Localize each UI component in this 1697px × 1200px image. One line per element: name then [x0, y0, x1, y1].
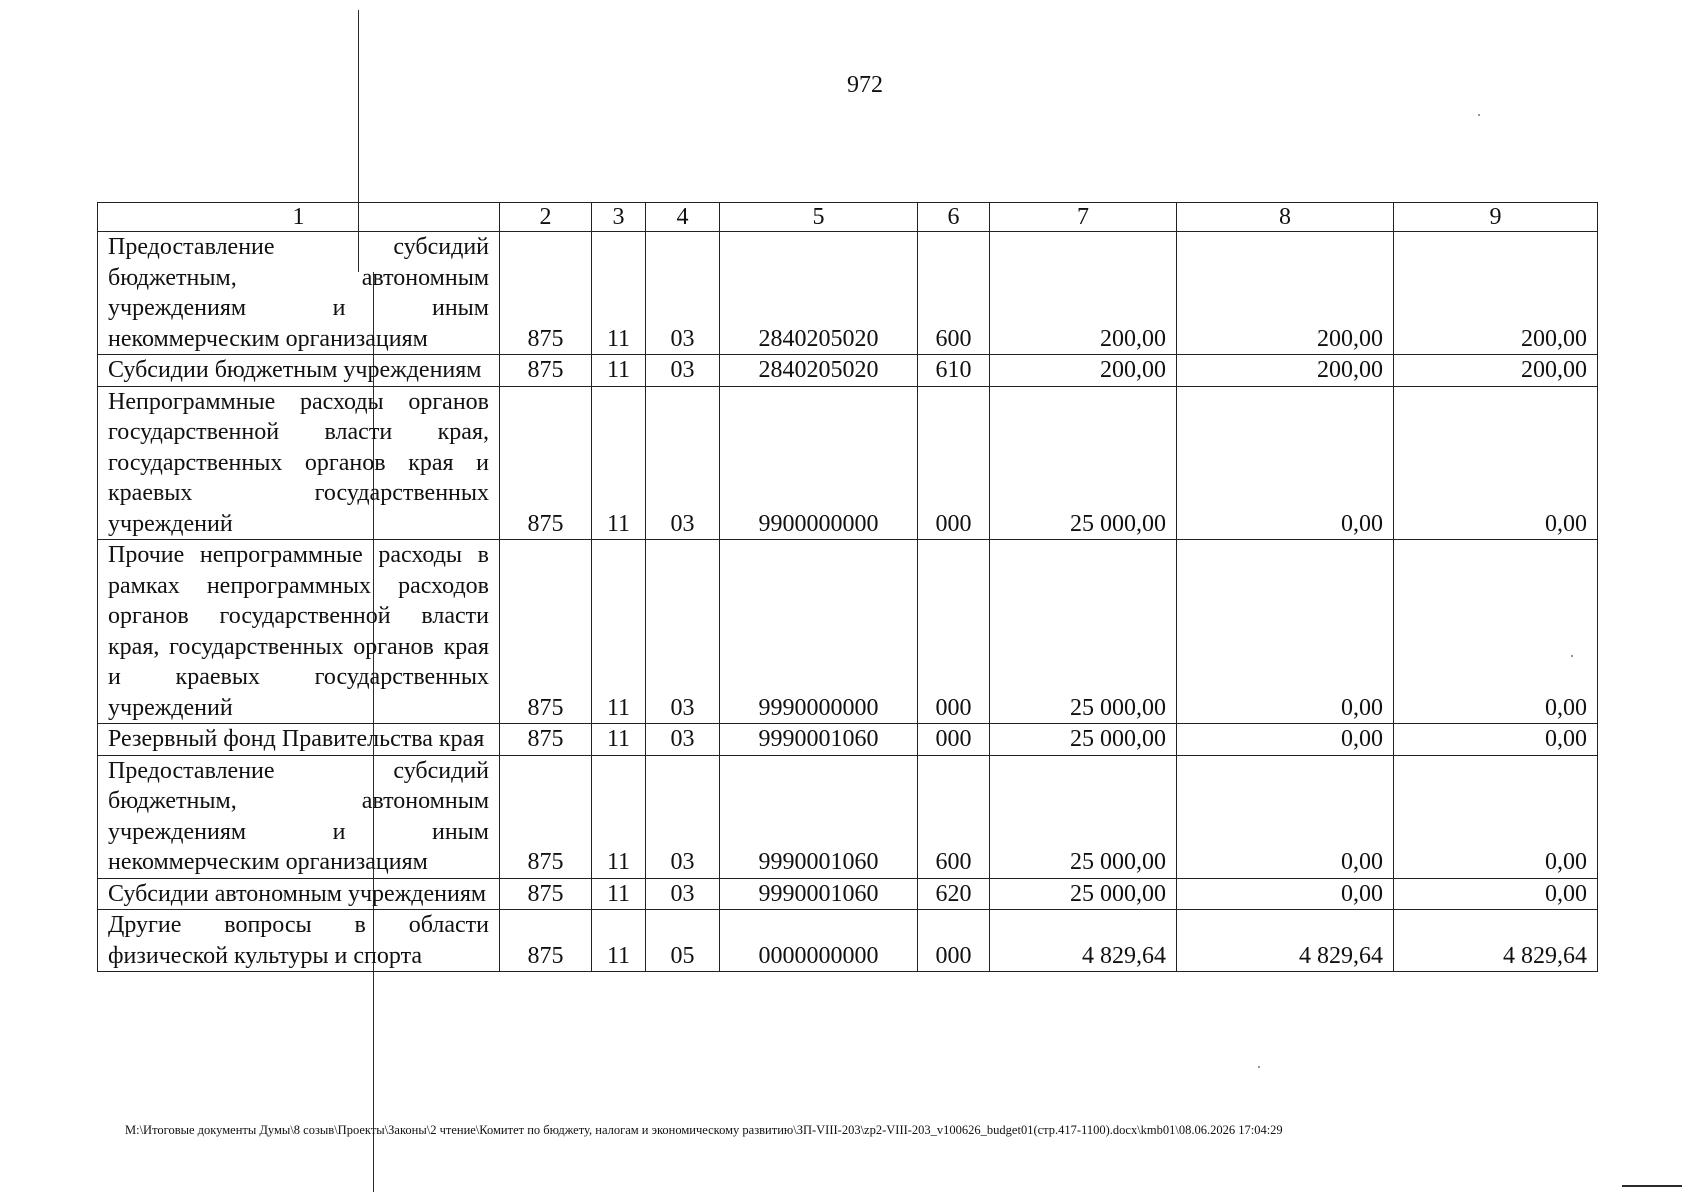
column-header: 8	[1177, 203, 1394, 232]
subsection-cell: 03	[646, 540, 720, 724]
page-number: 972	[847, 72, 883, 98]
amount-year1-cell: 4 829,64	[990, 910, 1177, 972]
amount-year2-cell: 200,00	[1177, 355, 1394, 387]
subsection-cell: 05	[646, 910, 720, 972]
admin-code-cell: 875	[500, 724, 592, 756]
target-article-cell: 2840205020	[720, 355, 918, 387]
row-description-cell: Субсидии автономным учреждениям	[98, 878, 500, 910]
scan-speck	[1478, 114, 1480, 116]
section-cell: 11	[592, 355, 646, 387]
table-row	[98, 540, 1598, 724]
amount-year3-cell: 0,00	[1394, 724, 1598, 756]
column-header: 1	[98, 203, 500, 232]
amount-year2-cell: 0,00	[1177, 724, 1394, 756]
admin-code-cell: 875	[500, 355, 592, 387]
expense-type-cell: 000	[918, 540, 990, 724]
target-article-cell: 9990001060	[720, 724, 918, 756]
amount-year3-cell: 0,00	[1394, 878, 1598, 910]
amount-year2-cell: 0,00	[1177, 386, 1394, 540]
table-row	[98, 355, 1598, 387]
expense-type-cell: 600	[918, 755, 990, 878]
row-description-cell: Предоставление субсидий бюджетным, автономным учреждениям и иным некоммерческим организациям	[98, 755, 500, 878]
amount-year1-cell: 25 000,00	[990, 755, 1177, 878]
target-article-cell: 9990001060	[720, 878, 918, 910]
section-cell: 11	[592, 540, 646, 724]
expense-type-cell: 000	[918, 910, 990, 972]
table-header-row	[98, 203, 1598, 232]
amount-year2-cell: 4 829,64	[1177, 910, 1394, 972]
row-description-cell: Предоставление субсидий бюджетным, автономным учреждениям и иным некоммерческим организациям	[98, 232, 500, 355]
amount-year3-cell: 0,00	[1394, 386, 1598, 540]
section-cell: 11	[592, 386, 646, 540]
table-row	[98, 755, 1598, 878]
amount-year3-cell: 4 829,64	[1394, 910, 1598, 972]
section-cell: 11	[592, 232, 646, 355]
expense-type-cell: 000	[918, 386, 990, 540]
subsection-cell: 03	[646, 232, 720, 355]
amount-year2-cell: 0,00	[1177, 878, 1394, 910]
section-cell: 11	[592, 724, 646, 756]
amount-year3-cell: 200,00	[1394, 355, 1598, 387]
row-description-cell: Непрограммные расходы органов государственной власти края, государственных органов края и краевых государственных учреждений	[98, 386, 500, 540]
section-cell: 11	[592, 910, 646, 972]
admin-code-cell: 875	[500, 755, 592, 878]
admin-code-cell: 875	[500, 910, 592, 972]
admin-code-cell: 875	[500, 540, 592, 724]
amount-year3-cell: 200,00	[1394, 232, 1598, 355]
row-description-cell: Другие вопросы в области физической культуры и спорта	[98, 910, 500, 972]
expense-type-cell: 620	[918, 878, 990, 910]
amount-year1-cell: 25 000,00	[990, 878, 1177, 910]
subsection-cell: 03	[646, 724, 720, 756]
target-article-cell: 9990001060	[720, 755, 918, 878]
expense-type-cell: 000	[918, 724, 990, 756]
table-row	[98, 232, 1598, 355]
amount-year2-cell: 0,00	[1177, 755, 1394, 878]
column-header: 9	[1394, 203, 1598, 232]
target-article-cell: 9900000000	[720, 386, 918, 540]
table-row	[98, 910, 1598, 972]
expense-type-cell: 600	[918, 232, 990, 355]
section-cell: 11	[592, 755, 646, 878]
amount-year2-cell: 0,00	[1177, 540, 1394, 724]
admin-code-cell: 875	[500, 232, 592, 355]
column-header: 7	[990, 203, 1177, 232]
amount-year1-cell: 200,00	[990, 232, 1177, 355]
row-description-cell: Резервный фонд Правительства края	[98, 724, 500, 756]
scan-speck	[1258, 1066, 1260, 1068]
budget-table	[97, 202, 1598, 972]
table-row	[98, 724, 1598, 756]
subsection-cell: 03	[646, 355, 720, 387]
amount-year1-cell: 25 000,00	[990, 724, 1177, 756]
admin-code-cell: 875	[500, 878, 592, 910]
target-article-cell: 9990000000	[720, 540, 918, 724]
column-header: 3	[592, 203, 646, 232]
column-header: 6	[918, 203, 990, 232]
table-row	[98, 386, 1598, 540]
amount-year1-cell: 25 000,00	[990, 386, 1177, 540]
column-header: 4	[646, 203, 720, 232]
amount-year3-cell: 0,00	[1394, 755, 1598, 878]
subsection-cell: 03	[646, 878, 720, 910]
section-cell: 11	[592, 878, 646, 910]
amount-year3-cell: 0,00	[1394, 540, 1598, 724]
amount-year2-cell: 200,00	[1177, 232, 1394, 355]
target-article-cell: 2840205020	[720, 232, 918, 355]
table-row	[98, 878, 1598, 910]
amount-year1-cell: 200,00	[990, 355, 1177, 387]
expense-type-cell: 610	[918, 355, 990, 387]
amount-year1-cell: 25 000,00	[990, 540, 1177, 724]
subsection-cell: 03	[646, 386, 720, 540]
admin-code-cell: 875	[500, 386, 592, 540]
row-description-cell: Субсидии бюджетным учреждениям	[98, 355, 500, 387]
scan-artifact-line	[1622, 1185, 1682, 1187]
column-header: 2	[500, 203, 592, 232]
target-article-cell: 0000000000	[720, 910, 918, 972]
column-header: 5	[720, 203, 918, 232]
subsection-cell: 03	[646, 755, 720, 878]
document-file-path: M:\Итоговые документы Думы\8 созыв\Проекты\Законы\2 чтение\Комитет по бюджету, налогам и экономическому развитию\ЗП-VIII-203\zp2-VIII-203_v100626_budget01(стр.417-1100).docx\kmb01\08.06.2026 17:04:29	[125, 1123, 1283, 1137]
row-description-cell: Прочие непрограммные расходы в рамках непрограммных расходов органов государственной власти края, государственных органов края и краевых государственных учреждений	[98, 540, 500, 724]
